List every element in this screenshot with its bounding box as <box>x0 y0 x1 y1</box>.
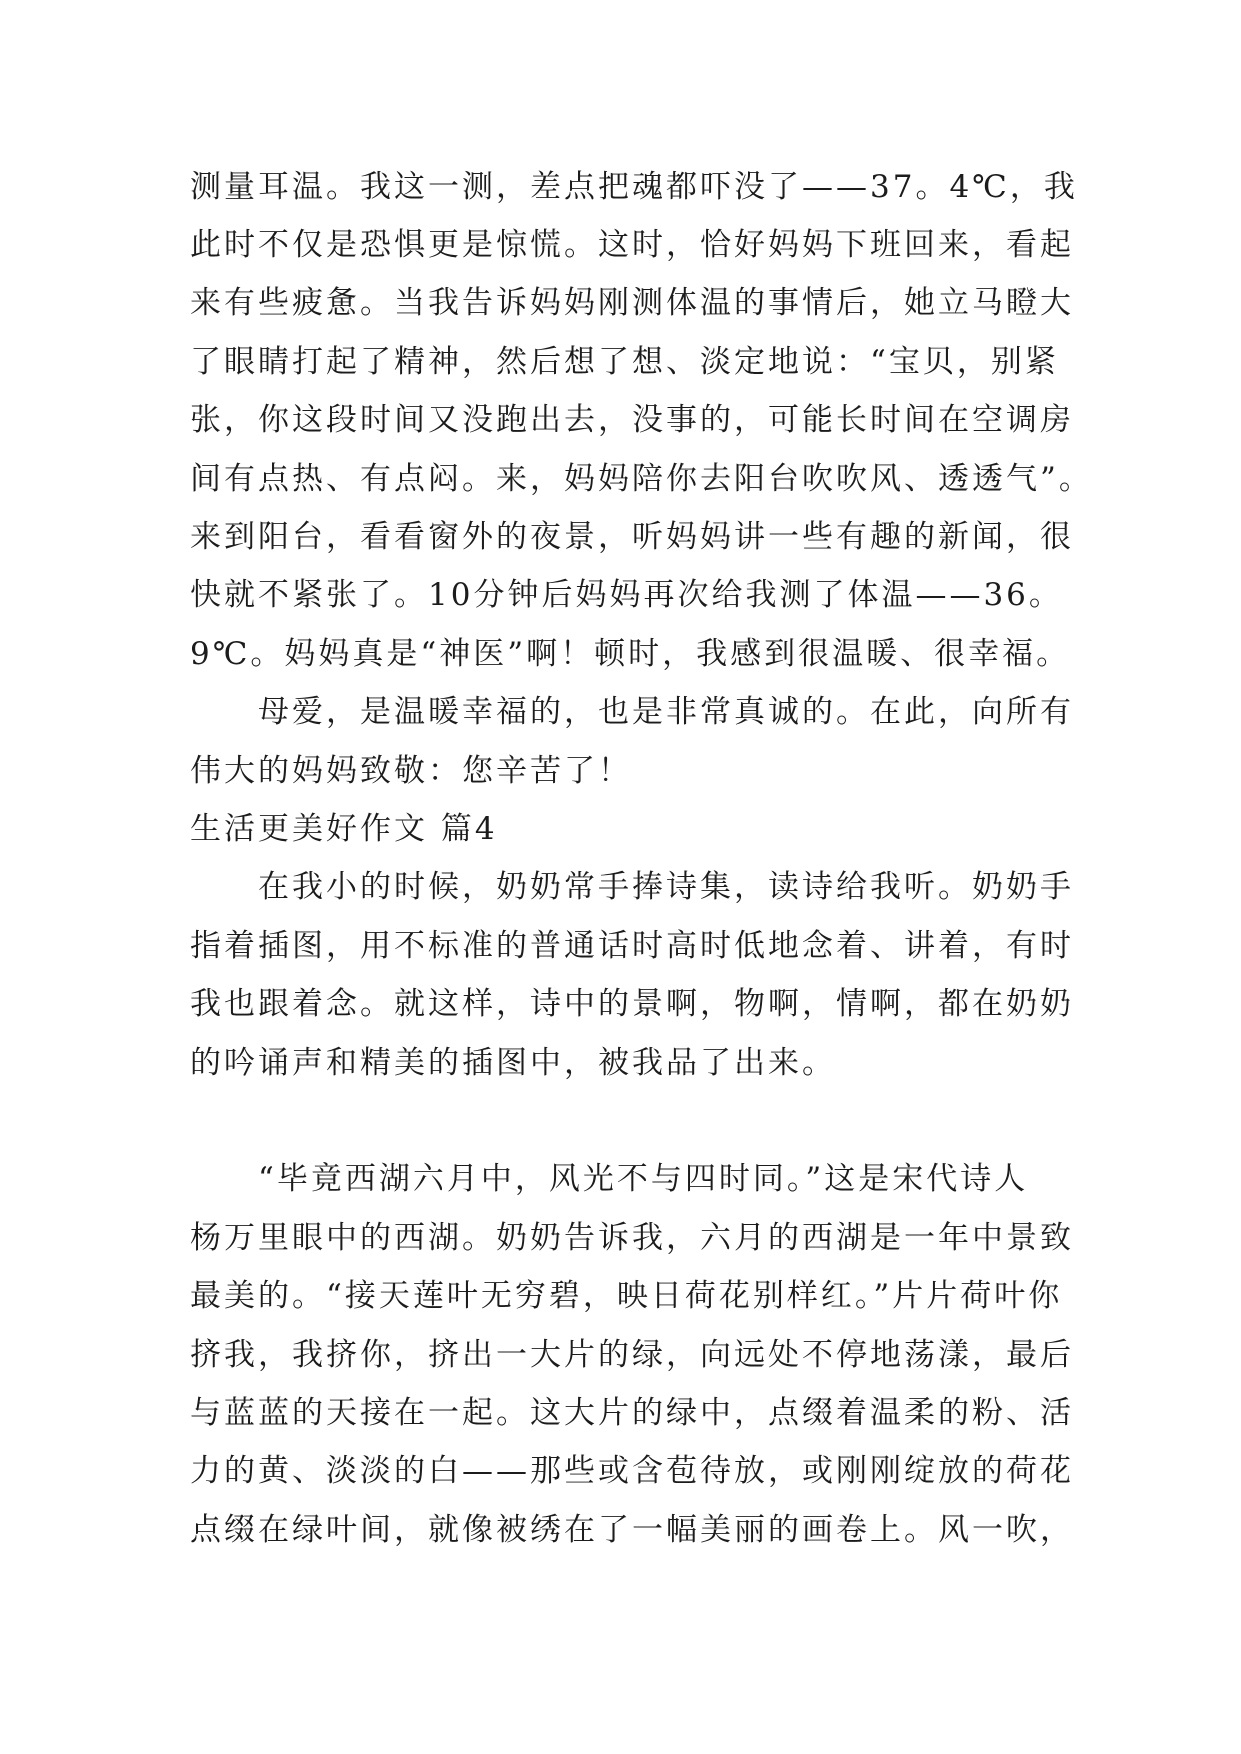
text-line: 来到阳台，看看窗外的夜景，听妈妈讲一些有趣的新闻，很 <box>190 519 1074 555</box>
paragraph-start-line: “毕竟西湖六月中，风光不与四时同。”这是宋代诗人 <box>190 1161 1029 1197</box>
text-line: 力的黄、淡淡的白——那些或含苞待放，或刚刚绽放的荷花 <box>190 1453 1074 1489</box>
text-line: 9℃。妈妈真是“神医”啊！顿时，我感到很温暖、很幸福。 <box>190 636 1071 672</box>
text-line: 与蓝蓝的天接在一起。这大片的绿中，点缀着温柔的粉、活 <box>190 1395 1074 1431</box>
text-line: 测量耳温。我这一测，差点把魂都吓没了——37。4℃，我 <box>190 169 1078 205</box>
text-line: 来有些疲惫。当我告诉妈妈刚测体温的事情后，她立马瞪大 <box>190 285 1074 321</box>
text-line: 杨万里眼中的西湖。奶奶告诉我，六月的西湖是一年中景致 <box>190 1220 1074 1256</box>
text-line: 指着插图，用不标准的普通话时高时低地念着、讲着，有时 <box>190 928 1074 964</box>
text-line: 张，你这段时间又没跑出去，没事的，可能长时间在空调房 <box>190 402 1074 438</box>
text-line: 我也跟着念。就这样，诗中的景啊，物啊，情啊，都在奶奶 <box>190 986 1074 1022</box>
text-line: 点缀在绿叶间，就像被绣在了一幅美丽的画卷上。风一吹， <box>190 1512 1074 1548</box>
text-line: 了眼睛打起了精神，然后想了想、淡定地说：“宝贝，别紧 <box>190 344 1059 380</box>
text-line: 的吟诵声和精美的插图中，被我品了出来。 <box>190 1045 836 1081</box>
section-heading: 生活更美好作文 篇4 <box>190 811 498 847</box>
paragraph-start-line: 在我小的时候，奶奶常手捧诗集，读诗给我听。奶奶手 <box>190 869 1074 905</box>
text-line: 伟大的妈妈致敬：您辛苦了！ <box>190 753 632 789</box>
text-line: 此时不仅是恐惧更是惊慌。这时，恰好妈妈下班回来，看起 <box>190 227 1074 263</box>
text-line: 最美的。“接天莲叶无穷碧，映日荷花别样红。”片片荷叶你 <box>190 1278 1063 1314</box>
text-line: 间有点热、有点闷。来，妈妈陪你去阳台吹吹风、透透气”。 <box>190 461 1093 497</box>
text-line: 挤我，我挤你，挤出一大片的绿，向远处不停地荡漾，最后 <box>190 1337 1074 1373</box>
paragraph-start-line: 母爱，是温暖幸福的，也是非常真诚的。在此，向所有 <box>190 694 1074 730</box>
text-line: 快就不紧张了。10分钟后妈妈再次给我测了体温——36。 <box>190 577 1063 613</box>
